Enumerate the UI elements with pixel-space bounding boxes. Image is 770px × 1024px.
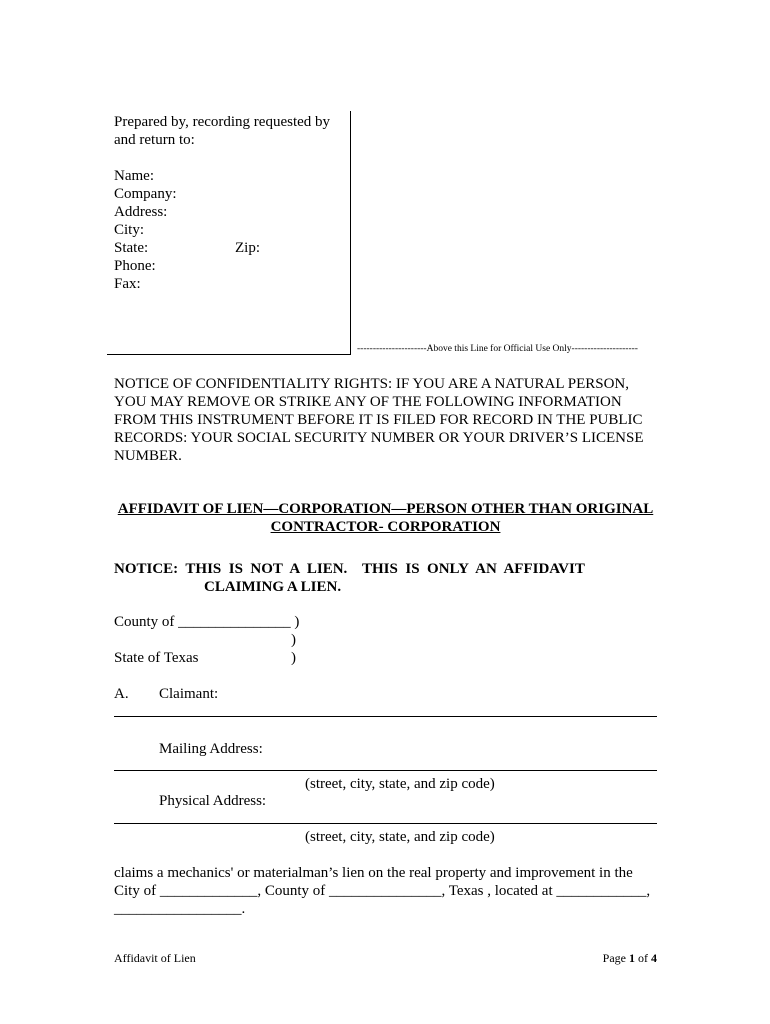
venue-paren: ) (291, 632, 296, 648)
confidentiality-line: RECORDS: YOUR SOCIAL SECURITY NUMBER OR YOUR DRIVER’S LICENSE (114, 430, 644, 446)
recording-box-divider (350, 111, 351, 355)
of-word: of (635, 951, 651, 965)
page-total: 4 (651, 951, 657, 965)
zip-label: Zip: (235, 240, 260, 256)
footer-page-number (540, 949, 657, 967)
lien-notice (114, 560, 674, 596)
confidentiality-line: NUMBER. (114, 448, 182, 464)
page-word: Page (602, 951, 629, 965)
prepared-by-block (114, 113, 344, 293)
claimant-field-line (114, 716, 657, 717)
recording-box-bottom-line (107, 354, 351, 355)
fax-label: Fax: (114, 276, 141, 292)
city-label: City: (114, 222, 145, 238)
street-hint-1: (street, city, state, and zip code) (305, 776, 495, 792)
notice-line2: CLAIMING A LIEN. (204, 579, 342, 595)
company-label: Company: (114, 186, 177, 202)
address-label: Address: (114, 204, 168, 220)
mailing-address-label: Mailing Address: (159, 741, 263, 757)
venue-paren-2: ) (291, 650, 296, 666)
page-current: 1 (629, 951, 635, 965)
state-of-texas: State of Texas (114, 650, 199, 666)
title-line1: AFFIDAVIT OF LIEN—CORPORATION—PERSON OTHER THAN ORIGINAL (117, 501, 654, 517)
title-line2: CONTRACTOR- CORPORATION (270, 519, 501, 535)
physical-address-label: Physical Address: (159, 793, 267, 809)
venue-block (114, 613, 414, 667)
street-hint-2: (street, city, state, and zip code) (305, 829, 495, 845)
mailing-address-field-line (114, 770, 657, 771)
document-title (114, 500, 657, 536)
confidentiality-line: YOU MAY REMOVE OR STRIKE ANY OF THE FOLLOWING INFORMATION (114, 394, 622, 410)
claims-line1: claims a mechanics' or materialman’s lien on the real property and improvement in the (114, 865, 633, 881)
claimant-label: Claimant: (159, 686, 219, 702)
notice-line1: NOTICE: THIS IS NOT A LIEN. THIS IS ONLY AN AFFIDAVIT (114, 561, 585, 577)
confidentiality-notice (114, 375, 674, 465)
footer-title: Affidavit of Lien (114, 951, 196, 965)
physical-address-field-line (114, 823, 657, 824)
confidentiality-line: NOTICE OF CONFIDENTIALITY RIGHTS: IF YOU ARE A NATURAL PERSON, (114, 376, 630, 392)
official-use-line: ----------------------Above this Line for Official Use Only--------------------- (357, 344, 638, 354)
phone-label: Phone: (114, 258, 156, 274)
confidentiality-line: FROM THIS INSTRUMENT BEFORE IT IS FILED FOR RECORD IN THE PUBLIC (114, 412, 643, 428)
prepared-by-line1: Prepared by, recording requested by (114, 114, 331, 130)
state-label: State: (114, 240, 149, 256)
claims-line3: _________________. (114, 901, 246, 917)
prepared-by-line2: and return to: (114, 132, 195, 148)
claimant-letter: A. (114, 686, 129, 702)
county-line: County of _______________ ) (114, 614, 300, 630)
claims-line2: City of _____________, County of _______________, Texas , located at ____________, (114, 883, 651, 899)
name-label: Name: (114, 168, 154, 184)
claims-paragraph (114, 864, 674, 918)
